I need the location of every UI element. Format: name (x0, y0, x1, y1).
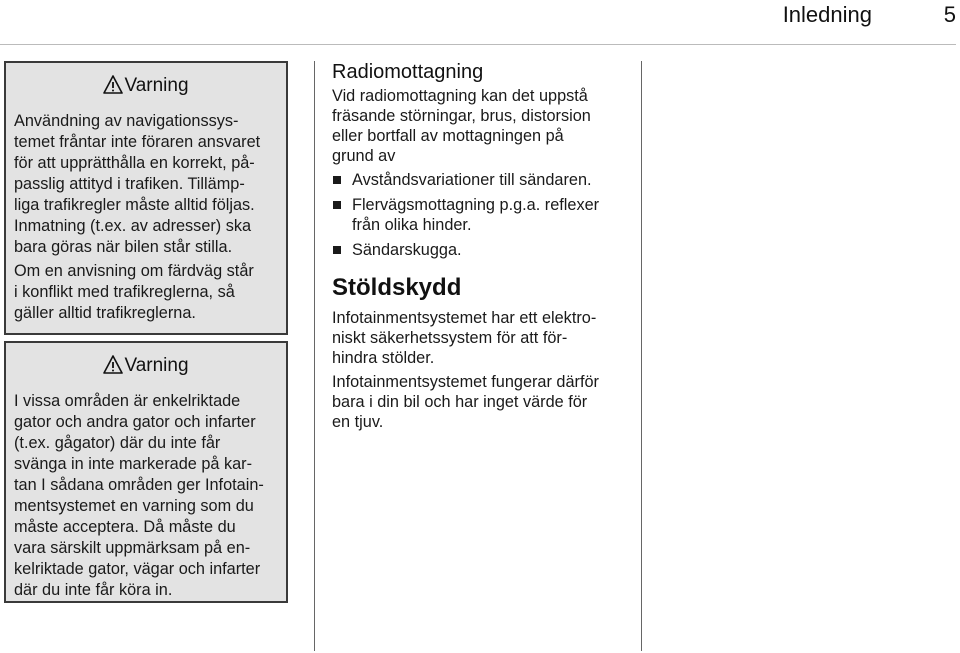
list-item (332, 195, 632, 235)
column-divider (641, 61, 642, 651)
header-title: Inledning (782, 2, 872, 27)
middle-column (332, 61, 632, 436)
warning-paragraph: Användning av navigationssys- temet fråntar inte föraren ansvaret för att upprätthålla en korrekt, på- passlig attityd i trafiken. Tillämp- liga trafikregler måste alltid följas. Inmatning (t.ex. av adresser) ska bara göras när bilen står stilla. (14, 112, 261, 256)
list-item-text: Avståndsvariationer till sändaren. (352, 171, 592, 189)
warning-triangle-icon (103, 75, 123, 94)
radio-intro: Vid radiomottagning kan det uppstå fräsande störningar, brus, distorsion eller bortfall av mottagningen på grund av (332, 87, 591, 165)
list-item (332, 240, 632, 260)
column-divider (314, 61, 315, 651)
radio-bullet-list (332, 170, 632, 260)
page-number: 5 (943, 2, 956, 27)
warning-triangle-icon (103, 355, 123, 374)
warning-heading (14, 75, 278, 97)
warning-paragraph: I vissa områden är enkelriktade gator och andra gator och infarter (t.ex. gågator) där du inte får svänga in inte markerade på kar- tan I sådana områden ger Infotain- mentsystemet en varning som du måste acceptera. Då måste du vara särskilt uppmärksam på en- kelriktade gator, vägar och infarter där du inte får köra in. (14, 392, 264, 599)
theft-heading: Stöldskydd (332, 274, 462, 301)
warning-box-navigation (4, 61, 288, 335)
header-rule (0, 44, 956, 45)
radio-heading: Radiomottagning (332, 61, 484, 83)
list-item-text: Flervägsmottagning p.g.a. reflexer från olika hinder. (352, 196, 600, 234)
warning-label: Varning (124, 75, 189, 96)
warning-box-restricted-streets (4, 341, 288, 603)
theft-paragraph: Infotainmentsystemet fungerar därför bara i din bil och har inget värde för en tjuv. (332, 373, 599, 431)
warning-heading (14, 355, 278, 377)
bullet-square-icon (333, 246, 341, 254)
bullet-square-icon (333, 176, 341, 184)
theft-paragraph: Infotainmentsystemet har ett elektro- niskt säkerhetssystem för att för- hindra stölder. (332, 309, 597, 367)
list-item (332, 170, 632, 190)
bullet-square-icon (333, 201, 341, 209)
warning-paragraph: Om en anvisning om färdväg står i konflikt med trafikreglerna, så gäller alltid trafikreglerna. (14, 262, 254, 322)
warning-label: Varning (124, 355, 189, 376)
list-item-text: Sändarskugga. (352, 241, 462, 259)
